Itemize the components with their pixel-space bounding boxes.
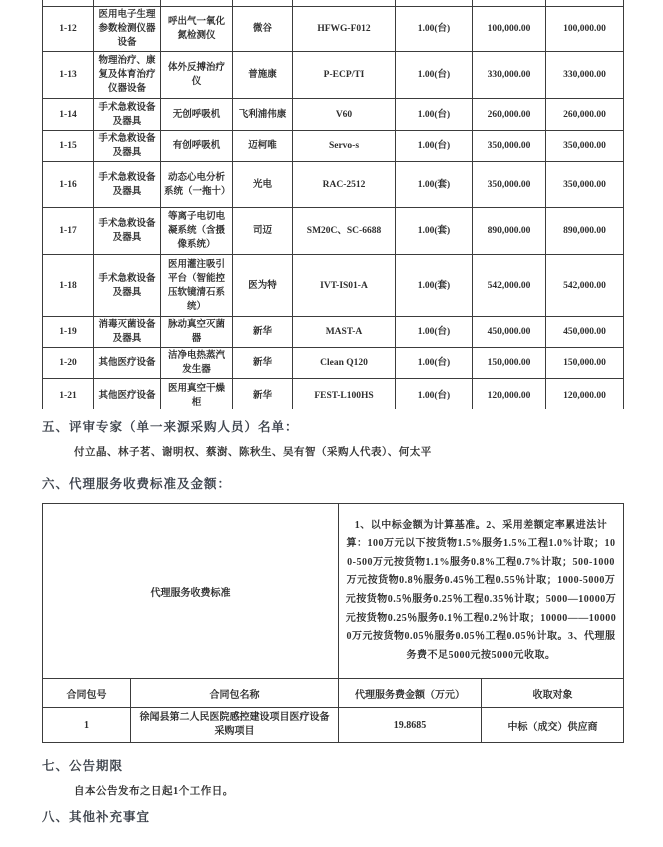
table-row (43, 208, 624, 255)
cell-brand: 飞利浦伟康 (233, 99, 293, 131)
cell-brand: 新华 (233, 379, 293, 410)
table-row (43, 162, 624, 208)
table-row (43, 255, 624, 317)
cell-category: 手术急救设备及器具 (94, 208, 161, 255)
section5-expert-names: 付立晶、林子茗、谢明权、蔡澍、陈秋生、吴有智（采购人代表）、何太平 (74, 447, 432, 458)
equipment-table (42, 0, 624, 409)
fee-header-fee-amount: 代理服务费金额（万元） (339, 679, 482, 708)
cell-name: 呼出气一氧化氮检测仪 (161, 7, 233, 52)
table-row (43, 379, 624, 410)
cell-brand: 司迈 (233, 208, 293, 255)
cell-qty: 1.00(台) (396, 379, 473, 410)
cell-unit-price: 350,000.00 (473, 131, 546, 162)
cell-brand: 新华 (233, 348, 293, 379)
fee-cell-payee: 中标（成交）供应商 (482, 708, 624, 743)
cell-total-price: 330,000.00 (546, 52, 624, 99)
cell-category: 医用电子生理参数检测仪器设备 (94, 7, 161, 52)
cell-name: 医用灌注吸引平台（智能控压软镜清石系统） (161, 255, 233, 317)
table-row (43, 7, 624, 52)
cell-no: 1-12 (43, 7, 94, 52)
table-row (43, 131, 624, 162)
cell-name: 等离子电切电凝系统（含摄像系统） (161, 208, 233, 255)
fee-standard-label: 代理服务收费标准 (43, 504, 339, 679)
cell-name: 动态心电分析系统（一拖十） (161, 162, 233, 208)
cell-qty: 1.00(套) (396, 208, 473, 255)
cell-no: 1-21 (43, 379, 94, 410)
cell-brand: 新华 (233, 317, 293, 348)
cell-category: 手术急救设备及器具 (94, 255, 161, 317)
fee-cell-fee-amount: 19.8685 (339, 708, 482, 743)
cell-total-price: 100,000.00 (546, 7, 624, 52)
fee-table-wrap (42, 503, 625, 743)
fee-header-pkg-no: 合同包号 (43, 679, 131, 708)
cell-category: 其他医疗设备 (94, 379, 161, 410)
cell-no: 1-16 (43, 162, 94, 208)
cell-unit-price: 260,000.00 (473, 99, 546, 131)
cell-name: 医用真空干燥柜 (161, 379, 233, 410)
fee-header-row (43, 679, 624, 708)
table-row (43, 317, 624, 348)
fee-cell-pkg-name: 徐闻县第二人民医院感控建设项目医疗设备采购项目 (131, 708, 339, 743)
cell-name: 有创呼吸机 (161, 131, 233, 162)
cell-brand: 光电 (233, 162, 293, 208)
cell-brand: 医为特 (233, 255, 293, 317)
fee-standard-text: 1、以中标金额为计算基准。2、采用差额定率累进法计算：100万元以下按货物1.5%服务1.5%工程1.0%计取；100-500万元按货物1.1%服务0.8%工程0.7%计取；500-1000万元按货物0.8％服务0.45％工程0.55％计取；1000-5000万元按货物0.5％服务0.25％工程0.35％计取；5000—10000万元按货物0.25％服务0.1％工程0.2％计取；10000——100000万元按货物0.05％服务0.05％工程0.05％计取。3、代理服务费不足5000元按5000元收取。 (339, 504, 624, 679)
cell-category: 手术急救设备及器具 (94, 162, 161, 208)
cell-model: V60 (293, 99, 396, 131)
cell-category: 其他医疗设备 (94, 348, 161, 379)
table-row (43, 348, 624, 379)
fee-header-pkg-name: 合同包名称 (131, 679, 339, 708)
equipment-table-wrap (42, 0, 625, 409)
table-row (43, 52, 624, 99)
fee-cell-pkg-no: 1 (43, 708, 131, 743)
cell-category: 手术急救设备及器具 (94, 99, 161, 131)
cell-model: SM20C、SC-6688 (293, 208, 396, 255)
cell-total-price: 350,000.00 (546, 131, 624, 162)
cell-total-price: 450,000.00 (546, 317, 624, 348)
cell-total-price: 542,000.00 (546, 255, 624, 317)
cell-unit-price: 330,000.00 (473, 52, 546, 99)
section6-heading: 六、代理服务收费标准及金额： (42, 477, 232, 491)
cell-unit-price: 100,000.00 (473, 7, 546, 52)
cell-name: 洁净电热蒸汽发生器 (161, 348, 233, 379)
cell-unit-price: 120,000.00 (473, 379, 546, 410)
cell-model: P-ECP/TI (293, 52, 396, 99)
cell-qty: 1.00(台) (396, 317, 473, 348)
cell-brand: 普施康 (233, 52, 293, 99)
cell-qty: 1.00(台) (396, 7, 473, 52)
cell-no: 1-15 (43, 131, 94, 162)
cell-model: MAST-A (293, 317, 396, 348)
section8-heading: 八、其他补充事宜 (42, 810, 151, 824)
cell-model: Servo-s (293, 131, 396, 162)
cell-no: 1-13 (43, 52, 94, 99)
cell-unit-price: 450,000.00 (473, 317, 546, 348)
section7-body: 自本公告发布之日起1个工作日。 (74, 786, 234, 797)
cell-unit-price: 890,000.00 (473, 208, 546, 255)
cell-unit-price: 542,000.00 (473, 255, 546, 317)
cell-brand: 微谷 (233, 7, 293, 52)
cell-no: 1-17 (43, 208, 94, 255)
fee-standard-row (43, 504, 624, 679)
fee-header-payee: 收取对象 (482, 679, 624, 708)
cell-name: 体外反搏治疗仪 (161, 52, 233, 99)
section5-heading: 五、评审专家（单一来源采购人员）名单： (42, 420, 299, 434)
cell-qty: 1.00(套) (396, 162, 473, 208)
cell-qty: 1.00(台) (396, 348, 473, 379)
section7-heading: 七、公告期限 (42, 759, 124, 773)
table-row (43, 99, 624, 131)
cell-brand: 迈柯唯 (233, 131, 293, 162)
cell-no: 1-20 (43, 348, 94, 379)
cell-model: IVT-IS01-A (293, 255, 396, 317)
cell-total-price: 890,000.00 (546, 208, 624, 255)
cell-no: 1-19 (43, 317, 94, 348)
cell-category: 物理治疗、康复及体育治疗仪器设备 (94, 52, 161, 99)
cell-name: 脉动真空灭菌器 (161, 317, 233, 348)
cell-total-price: 120,000.00 (546, 379, 624, 410)
cell-qty: 1.00(台) (396, 52, 473, 99)
cell-no: 1-14 (43, 99, 94, 131)
cell-model: HFWG-F012 (293, 7, 396, 52)
cell-total-price: 350,000.00 (546, 162, 624, 208)
cell-total-price: 150,000.00 (546, 348, 624, 379)
cell-unit-price: 350,000.00 (473, 162, 546, 208)
cell-category: 消毒灭菌设备及器具 (94, 317, 161, 348)
cell-qty: 1.00(套) (396, 255, 473, 317)
cell-unit-price: 150,000.00 (473, 348, 546, 379)
cell-qty: 1.00(台) (396, 99, 473, 131)
cell-no: 1-18 (43, 255, 94, 317)
cell-qty: 1.00(台) (396, 131, 473, 162)
cell-name: 无创呼吸机 (161, 99, 233, 131)
fee-table (42, 503, 624, 743)
cell-total-price: 260,000.00 (546, 99, 624, 131)
cell-model: FEST-L100HS (293, 379, 396, 410)
fee-data-row (43, 708, 624, 743)
cell-model: Clean Q120 (293, 348, 396, 379)
cell-category: 手术急救设备及器具 (94, 131, 161, 162)
cell-model: RAC-2512 (293, 162, 396, 208)
